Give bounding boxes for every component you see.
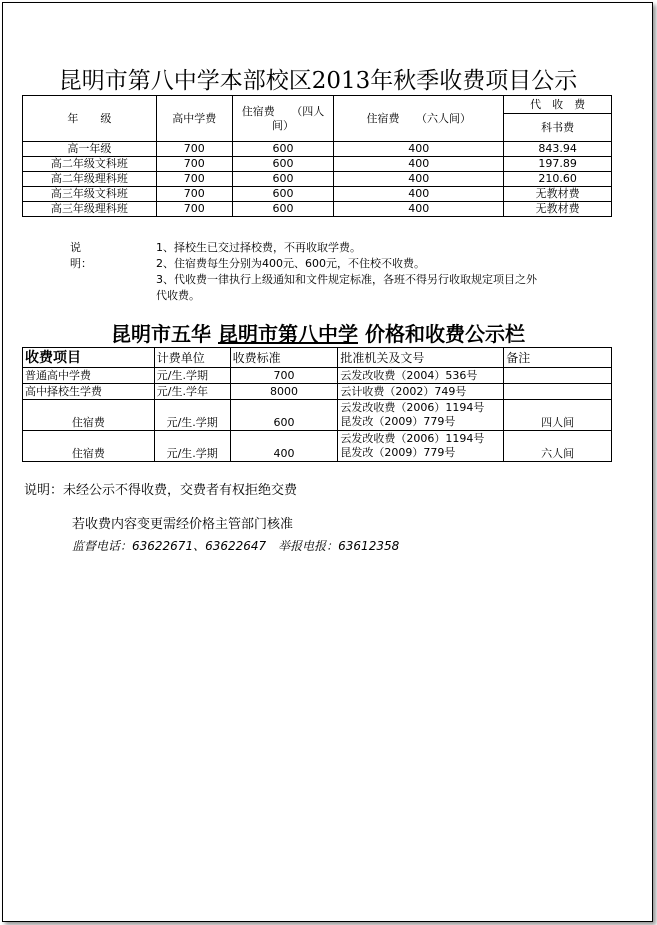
cell-unit: 元/生.学期 [154,431,230,462]
cell-books: 197.89 [504,157,612,172]
cell-remark [504,384,612,400]
cell-standard: 400 [230,431,338,462]
section-title-part1: 昆明市五华 [111,322,212,346]
cell-remark: 六人间 [504,431,612,462]
cell-standard: 8000 [230,384,338,400]
header-standard: 收费标准 [230,348,338,368]
page-title: 昆明市第八中学本部校区2013年秋季收费项目公示 [58,68,578,94]
cell-dorm6: 400 [334,157,504,172]
header-item: 收费项目 [23,348,155,368]
cell-books: 无教材费 [504,187,612,202]
table-row [23,400,612,431]
header-tuition: 高中学费 [156,96,232,142]
cell-unit: 元/生.学期 [154,400,230,431]
fee-table [22,95,612,217]
cell-books: 843.94 [504,142,612,157]
approval-line: 云发改收费（2006）1194号 [340,432,485,445]
header-dorm6: 住宿费 （六人间） [334,96,504,142]
cell-dorm6: 400 [334,202,504,217]
section-title-part2: 昆明市第八中学 [218,322,358,346]
note-line: 2、住宿费每生分别为400元、600元，不住校不收费。 [156,257,425,270]
cell-remark: 四人间 [504,400,612,431]
header-books: 科书费 [504,114,612,142]
table-row [23,172,612,187]
cell-dorm4: 600 [232,157,334,172]
footer-change-note: 若收费内容变更需经价格主管部门核准 [72,517,294,532]
cell-grade: 高一年级 [23,142,157,157]
note-line: 1、择校生已交过择校费，不再收取学费。 [156,241,361,254]
cell-approval: 云发改收费（2004）536号 [338,368,504,384]
cell-dorm6: 400 [334,172,504,187]
table-row [23,157,612,172]
header-agency: 代 收 费 [504,96,612,114]
table-row [23,431,612,462]
cell-dorm6: 400 [334,142,504,157]
cell-grade: 高三年级文科班 [23,187,157,202]
price-table [22,347,612,462]
table-row [23,368,612,384]
cell-dorm6: 400 [334,187,504,202]
cell-grade: 高二年级理科班 [23,172,157,187]
cell-unit: 元/生.学期 [154,368,230,384]
header-grade: 年 级 [23,96,157,142]
header-dorm4: 住宿费 （四人间） [232,96,334,142]
cell-books: 无教材费 [504,202,612,217]
cell-item: 住宿费 [23,431,155,462]
note-line: 代收费。 [156,289,200,302]
cell-item: 高中择校生学费 [23,384,155,400]
approval-line: 昆发改（2009）779号 [340,415,456,428]
approval-line: 昆发改（2009）779号 [340,446,456,459]
notes-label: 说明： [70,241,92,270]
cell-grade: 高三年级理科班 [23,202,157,217]
table-row [23,142,612,157]
cell-approval [338,400,504,431]
cell-dorm4: 600 [232,187,334,202]
cell-grade: 高二年级文科班 [23,157,157,172]
cell-dorm4: 600 [232,172,334,187]
cell-item: 住宿费 [23,400,155,431]
header-remark: 备注 [504,348,612,368]
header-unit: 计费单位 [154,348,230,368]
cell-approval: 云计收费（2002）749号 [338,384,504,400]
cell-tuition: 700 [156,142,232,157]
section-title [22,318,614,347]
cell-books: 210.60 [504,172,612,187]
cell-standard: 700 [230,368,338,384]
cell-dorm4: 600 [232,142,334,157]
cell-standard: 600 [230,400,338,431]
table-row [23,202,612,217]
cell-tuition: 700 [156,172,232,187]
footer-phones: 监督电话：63622671、63622647 举报电报：63612358 [72,539,400,553]
cell-tuition: 700 [156,187,232,202]
note-line: 3、代收费一律执行上级通知和文件规定标准，各班不得另行收取规定项目之外 [156,273,537,286]
footer-notice: 说明：未经公示不得收费，交费者有权拒绝交费 [24,483,298,498]
cell-remark [504,368,612,384]
section-title-part3: 价格和收费公示栏 [364,322,525,346]
header-approval: 批准机关及文号 [338,348,504,368]
cell-item: 普通高中学费 [23,368,155,384]
table-row [23,384,612,400]
cell-tuition: 700 [156,202,232,217]
approval-line: 云发改收费（2006）1194号 [340,401,485,414]
cell-tuition: 700 [156,157,232,172]
cell-unit: 元/生.学年 [154,384,230,400]
cell-dorm4: 600 [232,202,334,217]
table-row [23,187,612,202]
cell-approval [338,431,504,462]
